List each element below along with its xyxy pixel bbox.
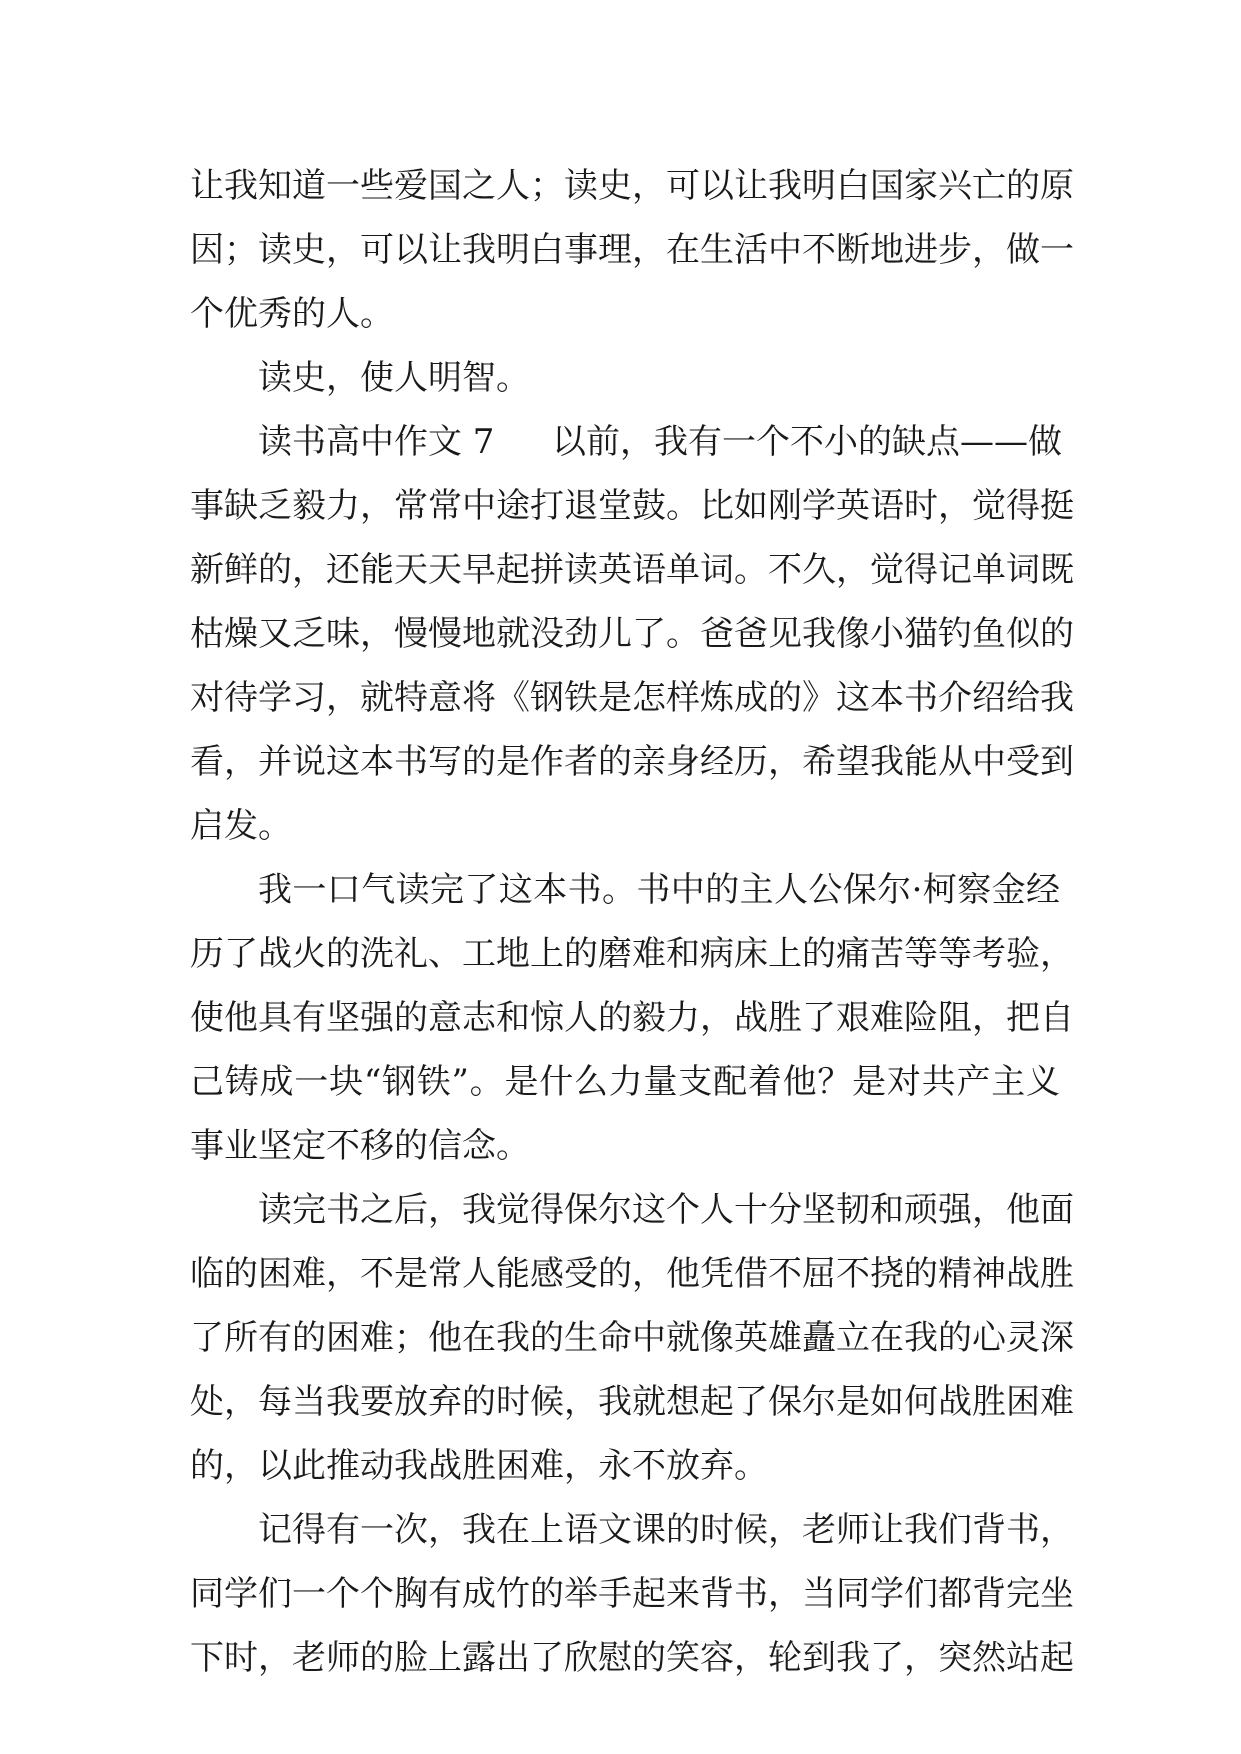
text-line: 对待学习，就特意将《钢铁是怎样炼成的》这本书介绍给我 [190,678,1074,718]
text-line: 让我知道一些爱国之人；读史，可以让我明白国家兴亡的原 [190,166,1074,206]
text-line: 事缺乏毅力，常常中途打退堂鼓。比如刚学英语时，觉得挺 [190,486,1074,526]
essay-title-line [190,410,1060,474]
text-line: 临的困难，不是常人能感受的，他凭借不屈不挠的精神战胜 [190,1254,1074,1294]
text-line: 个优秀的人。 [190,294,394,334]
text-line: 新鲜的，还能天天早起拼读英语单词。不久，觉得记单词既 [190,550,1074,590]
text-line: 读史，使人明智。 [258,358,530,398]
text-line: 以前，我有一个不小的缺点——做 [552,422,1062,462]
text-line: 启发。 [190,806,292,846]
text-line: 处，每当我要放弃的时候，我就想起了保尔是如何战胜困难 [190,1382,1074,1422]
essay-title: 读书高中作文 7 [258,422,495,462]
text-line: 看，并说这本书写的是作者的亲身经历，希望我能从中受到 [190,742,1074,782]
text-line: 己铸成一块“钢铁”。是什么力量支配着他？是对共产主义 [190,1062,1060,1102]
text-line: 的，以此推动我战胜困难，永不放弃。 [190,1446,768,1486]
text-line: 枯燥又乏味，慢慢地就没劲儿了。爸爸见我像小猫钓鱼似的 [190,614,1074,654]
text-line: 我一口气读完了这本书。书中的主人公保尔·柯察金经 [258,870,1060,910]
text-line: 历了战火的洗礼、工地上的磨难和病床上的痛苦等等考验， [190,934,1074,974]
text-line: 了所有的困难；他在我的生命中就像英雄矗立在我的心灵深 [190,1318,1074,1358]
text-line: 记得有一次，我在上语文课的时候，老师让我们背书， [258,1510,1074,1550]
text-line: 下时，老师的脸上露出了欣慰的笑容，轮到我了，突然站起 [190,1638,1074,1678]
text-line: 事业坚定不移的信念。 [190,1126,530,1166]
text-line: 同学们一个个胸有成竹的举手起来背书，当同学们都背完坐 [190,1574,1074,1614]
text-line: 使他具有坚强的意志和惊人的毅力，战胜了艰难险阻，把自 [190,998,1074,1038]
text-line: 读完书之后，我觉得保尔这个人十分坚韧和顽强，他面 [258,1190,1074,1230]
text-line: 因；读史，可以让我明白事理，在生活中不断地进步，做一 [190,230,1074,270]
document-body [190,154,1074,1690]
